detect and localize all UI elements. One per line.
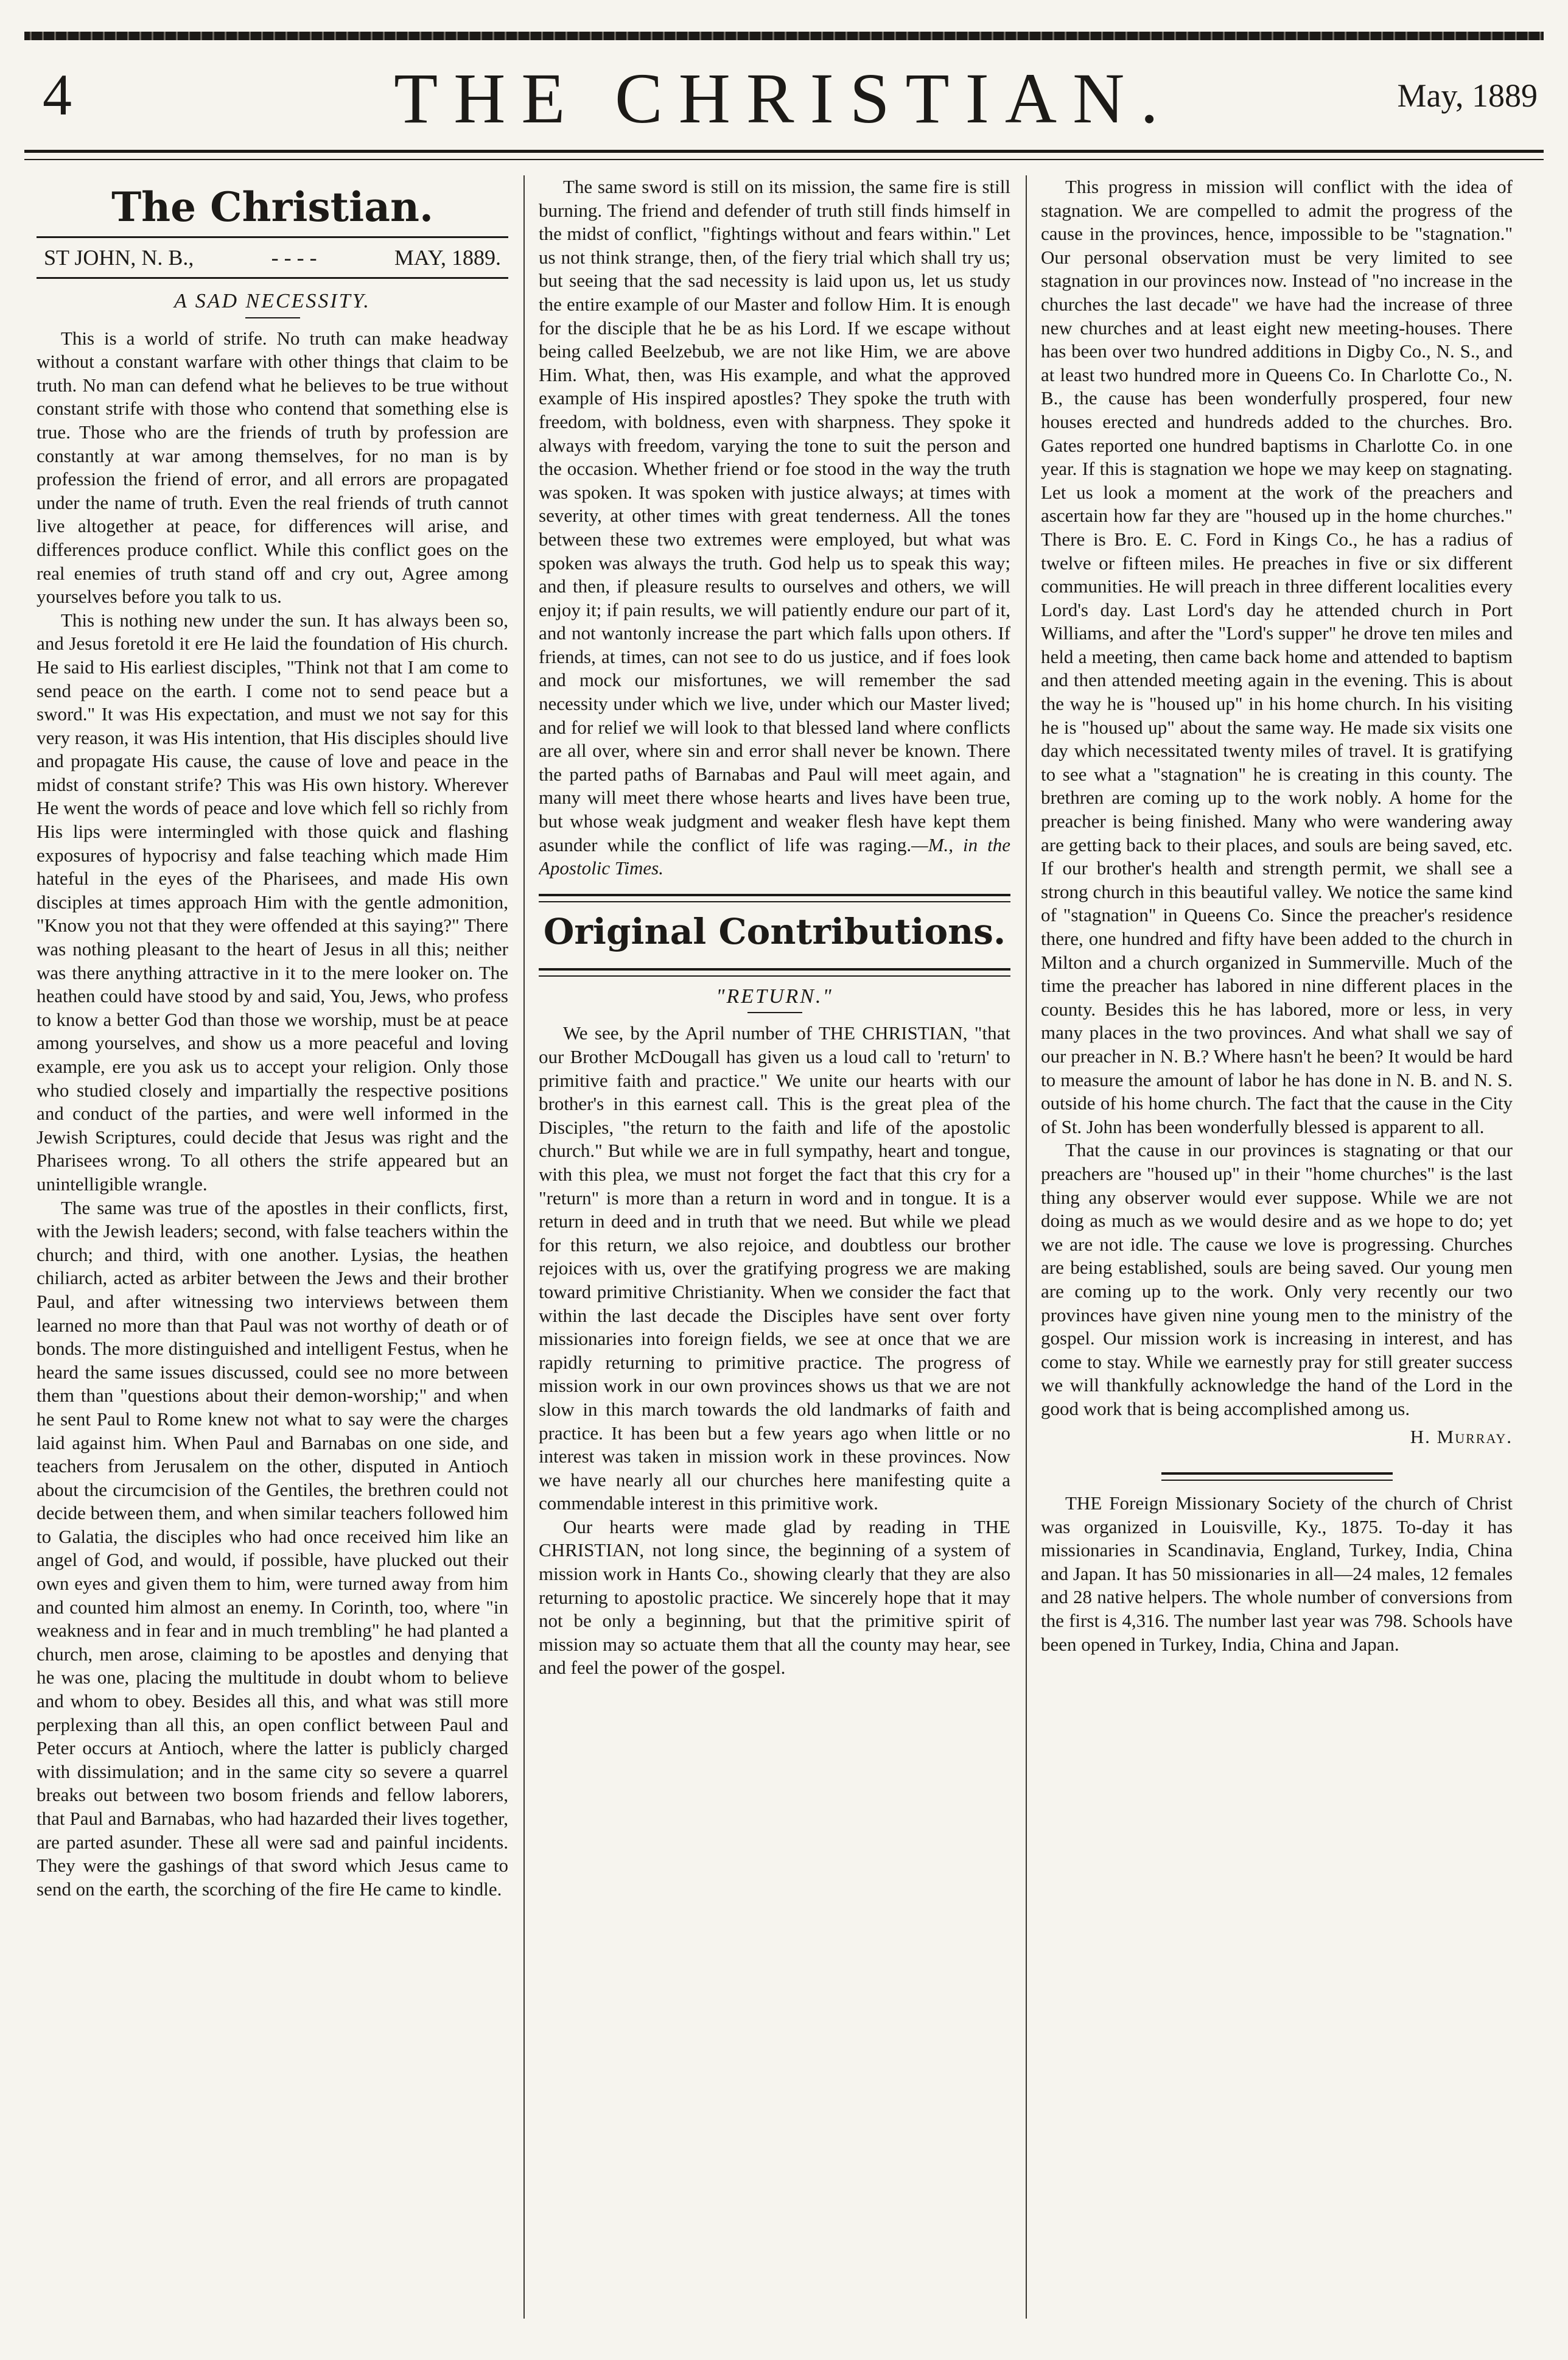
contribution-paragraph: That the cause in our provinces is stagnating or that our preachers are "housed up" in their "home churches" is the last thing any observer would ever suppose. While we are not doing as much as we would desire and as we hope to do; yet we are not idle. The cause we love is progressing. Churches are being established, souls are being saved. Our young men are coming up to the work. Only very recently our two provinces have given nine young men to the ministry of the gospel. Our mission work is increasing in interest, and has come to stay. While we earnestly pray for still greater success we will thankfully acknowledge the hand of the Lord in the good work that is being accomplished among us.	[1041, 1139, 1513, 1419]
article-paragraph: The same sword is still on its mission, the same fire is still burning. The friend and defender of truth still finds himself in the midst of conflict, "fightings without and fears within." Let us not think strange, then, of the fiery trial which shall try us; but seeing that the sad necessity is laid upon us, let us study the entire example of our Master and follow Him. It is enough for the disciple that he be as his Lord. If we escape without being called Beelzebub, we are not like Him, we are above Him. What, then, was His example, and what the approved example of His inspired apostles? They spoke the truth with freedom, with boldness, even with sharpness. They spoke it always with freedom, varying the tone to suit the person and the occasion. Whether friend or foe stood in the way the truth was spoken. It was spoken with justice always; at times with severity, at other times with great tenderness. All the tones between these two extremes were employed, but what was spoken was always the truth. God help us to speak this way; and then, if pleasure results to ourselves and others, we will enjoy it; if pain results, we will patiently endure our part of it, and not wantonly increase the part which falls upon others. If friends, at times, can not see to do us justice, and if foes look and mock our misfortunes, we will remember the sad necessity under which we live, under which our Master lived; and for relief we will look to that blessed land where conflicts are all over, where sin and error shall never be known. There the parted paths of Barnabas and Paul will meet again, and many will meet there whose hearts and lives have been true, but whose weak judgment and weaker flesh have kept them asunder while the conflict of life was raging.—M., in the Apostolic Times.	[539, 176, 1010, 879]
section-divider	[539, 894, 1010, 902]
masthead-rule	[24, 150, 1544, 160]
masthead	[24, 47, 1544, 163]
section-divider	[539, 968, 1010, 977]
dateline-dashes: - - - -	[271, 245, 317, 270]
headline-rule	[747, 1012, 802, 1013]
section-heading: Original Contributions.	[543, 910, 1006, 952]
missionary-note: THE Foreign Missionary Society of the church of Christ was organized in Louisville, Ky., 1875. To-day it has missionaries in Scandinavia, England, Turkey, India, China and Japan. It has 50 missionaries in all—24 males, 12 females and 28 native helpers. The whole number of conversions from the first is 4,316. The number last year was 798. Schools have been opened in Turkey, India, China and Japan.	[1041, 1492, 1513, 1655]
column-1	[37, 175, 508, 2337]
headline-rule	[245, 317, 300, 318]
article-attribution: —M., in the Apostolic Times.	[539, 834, 1010, 879]
dateline-date: MAY, 1889.	[394, 245, 501, 270]
column-3	[1041, 175, 1513, 2337]
newspaper-title: THE CHRISTIAN.	[394, 58, 1174, 138]
article-headline: A SAD NECESSITY.	[174, 290, 371, 312]
column-divider	[1026, 175, 1027, 2319]
dateline	[37, 236, 508, 279]
contribution-signature: H. Murray.	[1410, 1426, 1513, 1448]
note-divider	[1161, 1472, 1393, 1481]
top-border-rule	[24, 32, 1544, 40]
contribution-paragraph: This progress in mission will conflict with the idea of stagnation. We are compelled to admit the progress of the cause in the provinces, hence, impossible to be "stagnation." Our personal observation must be very limited to see stagnation in our provinces now. Instead of "no increase in the churches the last decade" we have had the increase of three new churches and at least eight new meeting-houses. There has been over two hundred additions in Digby Co., N. S., and at least two hundred more in Queens Co. In Charlotte Co., N. B., the cause has been wonderfully prospered, four new houses erected and hundreds added to the churches. Bro. Gates reported one hundred baptisms in Charlotte Co. in one year. If this is stagnation we hope we may keep on stagnating. Let us look a moment at the work of the preachers and ascertain how far they are "housed up in the home churches." There is Bro. E. C. Ford in Kings Co., he has a radius of twelve or fifteen miles. He preaches in five or six different communities. He will preach in three different localities every Lord's day. Last Lord's day he attended church in Port Williams, and after the "Lord's supper" he drove ten miles and held a meeting, then came back home and attended to baptism and then attended meeting again in the evening. This is about the way he is "housed up" in his home church. In his visiting he is "housed up" about the same way. He made six visits one day which necessitated twenty miles of travel. It is gratifying to see what a "stagnation" he is creating in this county. The brethren are coming up to the work nobly. A home for the preacher is being finished. Many who were wandering away are getting back to their places, and souls are being saved, etc. If our brother's health and strength permit, we shall see a strong church in this beautiful valley. We notice the same kind of "stagnation" in Queens Co. Since the preacher's residence there, one hundred and fifty have been added to the church in Milton and a church organized in Summerville. Much of the time the preacher has labored in nine different places in the county. Besides this he has labored, more or less, in very many places in the two provinces. And what shall we say of our preacher in N. B.? Where hasn't he been? It would be hard to measure the amount of labor he has done in N. B. and N. S. outside of his home church. The fact that the cause in the City of St. John has been wonderfully blessed is apparent to all.	[1041, 176, 1513, 1137]
article-paragraph: This is nothing new under the sun. It has always been so, and Jesus foretold it ere He laid the foundation of His church. He said to His earliest disciples, "Think not that I am come to send peace on the earth. I come not to send peace but a sword." It was His expectation, and must we not say for this very reason, it was His intention, that His disciples should live and propagate His cause, the cause of love and peace in the midst of constant strife? This was His own history. Wherever He went the words of peace and love which fell so richly from His lips were intermingled with those quick and flashing exposures of hypocrisy and false teaching which made Him hateful in the eyes of the Pharisees, and made His own disciples at times approach Him with the gentle admonition, "Know you not that they were offended at this saying?" There was nothing pleasant to the heart of Jesus in all this; neither was there anything attractive in it to the mere looker on. The heathen could have stood by and said, You, Jews, who profess to know a better God than those we worship, must be at peace among yourselves, and show us a more peaceful and loving example, ere you ask us to accept your religion. Only those who studied closely and impartially the respective positions and conduct of the parties, and were well informed in the Jewish Scriptures, could decide that Jesus was right and the Pharisees wrong. To all others the strife appeared but an unintelligible wrangle.	[37, 609, 508, 1195]
column-divider	[523, 175, 525, 2319]
contribution-paragraph: Our hearts were made glad by reading in THE CHRISTIAN, not long since, the beginning of a system of mission work in Hants Co., showing clearly that they are also returning to apostolic practice. We sincerely hope that it may not be only a beginning, but that the primitive spirit of mission may so actuate them that all the county may hear, see and feel the power of the gospel.	[539, 1515, 1010, 1679]
contribution-headline: "RETURN."	[716, 985, 833, 1008]
issue-date: May, 1889	[1397, 77, 1538, 114]
editorial-nameplate: The Christian.	[111, 183, 433, 231]
dateline-place: ST JOHN, N. B.,	[44, 245, 194, 270]
article-paragraph: The same was true of the apostles in their conflicts, first, with the Jewish leaders; second, with false teachers within the church; and third, with one another. Lysias, the heathen chiliarch, acted as arbiter between the Jews and their brother Paul, and after witnessing two interviews between them learned no more than that Paul was not worthy of death or of bonds. The more distinguished and intelligent Festus, when he heard the same issues discussed, could see no more between them than "questions about their demon-worship;" and when he sent Paul to Rome knew not what to say were the charges laid against him. When Paul and Barnabas on one side, and teachers from Jerusalem on the other, disputed in Antioch about the circumcision of the Gentiles, the brethren could not decide between them, and when similar teachers followed him to Galatia, the disciples who had once received him like an angel of God, and would, if possible, have plucked out their own eyes and given them to him, were turned away from him and counted him almost an enemy. In Corinth, too, where "in weakness and in fear and in much trembling" he had planted a church, men arose, claiming to be apostles and denying that he was one, placing the multitude in doubt whom to believe and whom to obey. Besides all this, and what was still more perplexing than all this, an open conflict between Paul and Peter occurs at Antioch, where the latter is publicly charged with dissimulation; and in the same city so severe a quarrel breaks out between two bosom friends and fellow laborers, that Paul and Barnabas, who had hazarded their lives together, are parted asunder. These all were sad and painful incidents. They were the gashings of that sword which Jesus came to send on the earth, the scorching of the fire He came to kindle.	[37, 1196, 508, 1900]
article-paragraph: This is a world of strife. No truth can make headway without a constant warfare with other things that claim to be truth. No man can defend what he believes to be true without constant strife with those who contend that something else is true. Those who are the friends of truth by profession are constantly at war among themselves, for no man is by profession the friend of error, and all errors are propagated under the name of truth. Even the real friends of truth cannot live altogether at peace, for differences will arise, and differences produce conflict. While this conflict goes on the real enemies of truth stand off and cry out, Agree among yourselves before you talk to us.	[37, 327, 508, 608]
contribution-paragraph: We see, by the April number of THE CHRISTIAN, "that our Brother McDougall has given us a loud call to 'return' to primitive faith and practice." We unite our hearts with our brother's in this earnest call. This is the great plea of the Disciples, "the return to the faith and life of the apostolic church." But while we are in full sympathy, heart and tongue, with this plea, we must not forget the fact that this cry for a "return" is more than a return in word and in tongue. It is a return in deed and in truth that we need. But while we plead for this return, we also rejoice, and doubtless our brother rejoices with us, over the gratifying progress we are making toward primitive Christianity. When we consider the fact that within the last decade the Disciples have sent over forty missionaries into foreign fields, we see at once that we are rapidly returning to primitive practice. The progress of mission work in our own provinces shows us that we are not slow in this march towards the old landmarks of faith and practice. It has been but a few years ago when little or no interest was taken in mission work in these provinces. Now we have nearly all our churches here manifesting quite a commendable interest in this primitive work.	[539, 1022, 1010, 1514]
column-2	[539, 175, 1010, 2337]
page-number: 4	[43, 62, 72, 127]
